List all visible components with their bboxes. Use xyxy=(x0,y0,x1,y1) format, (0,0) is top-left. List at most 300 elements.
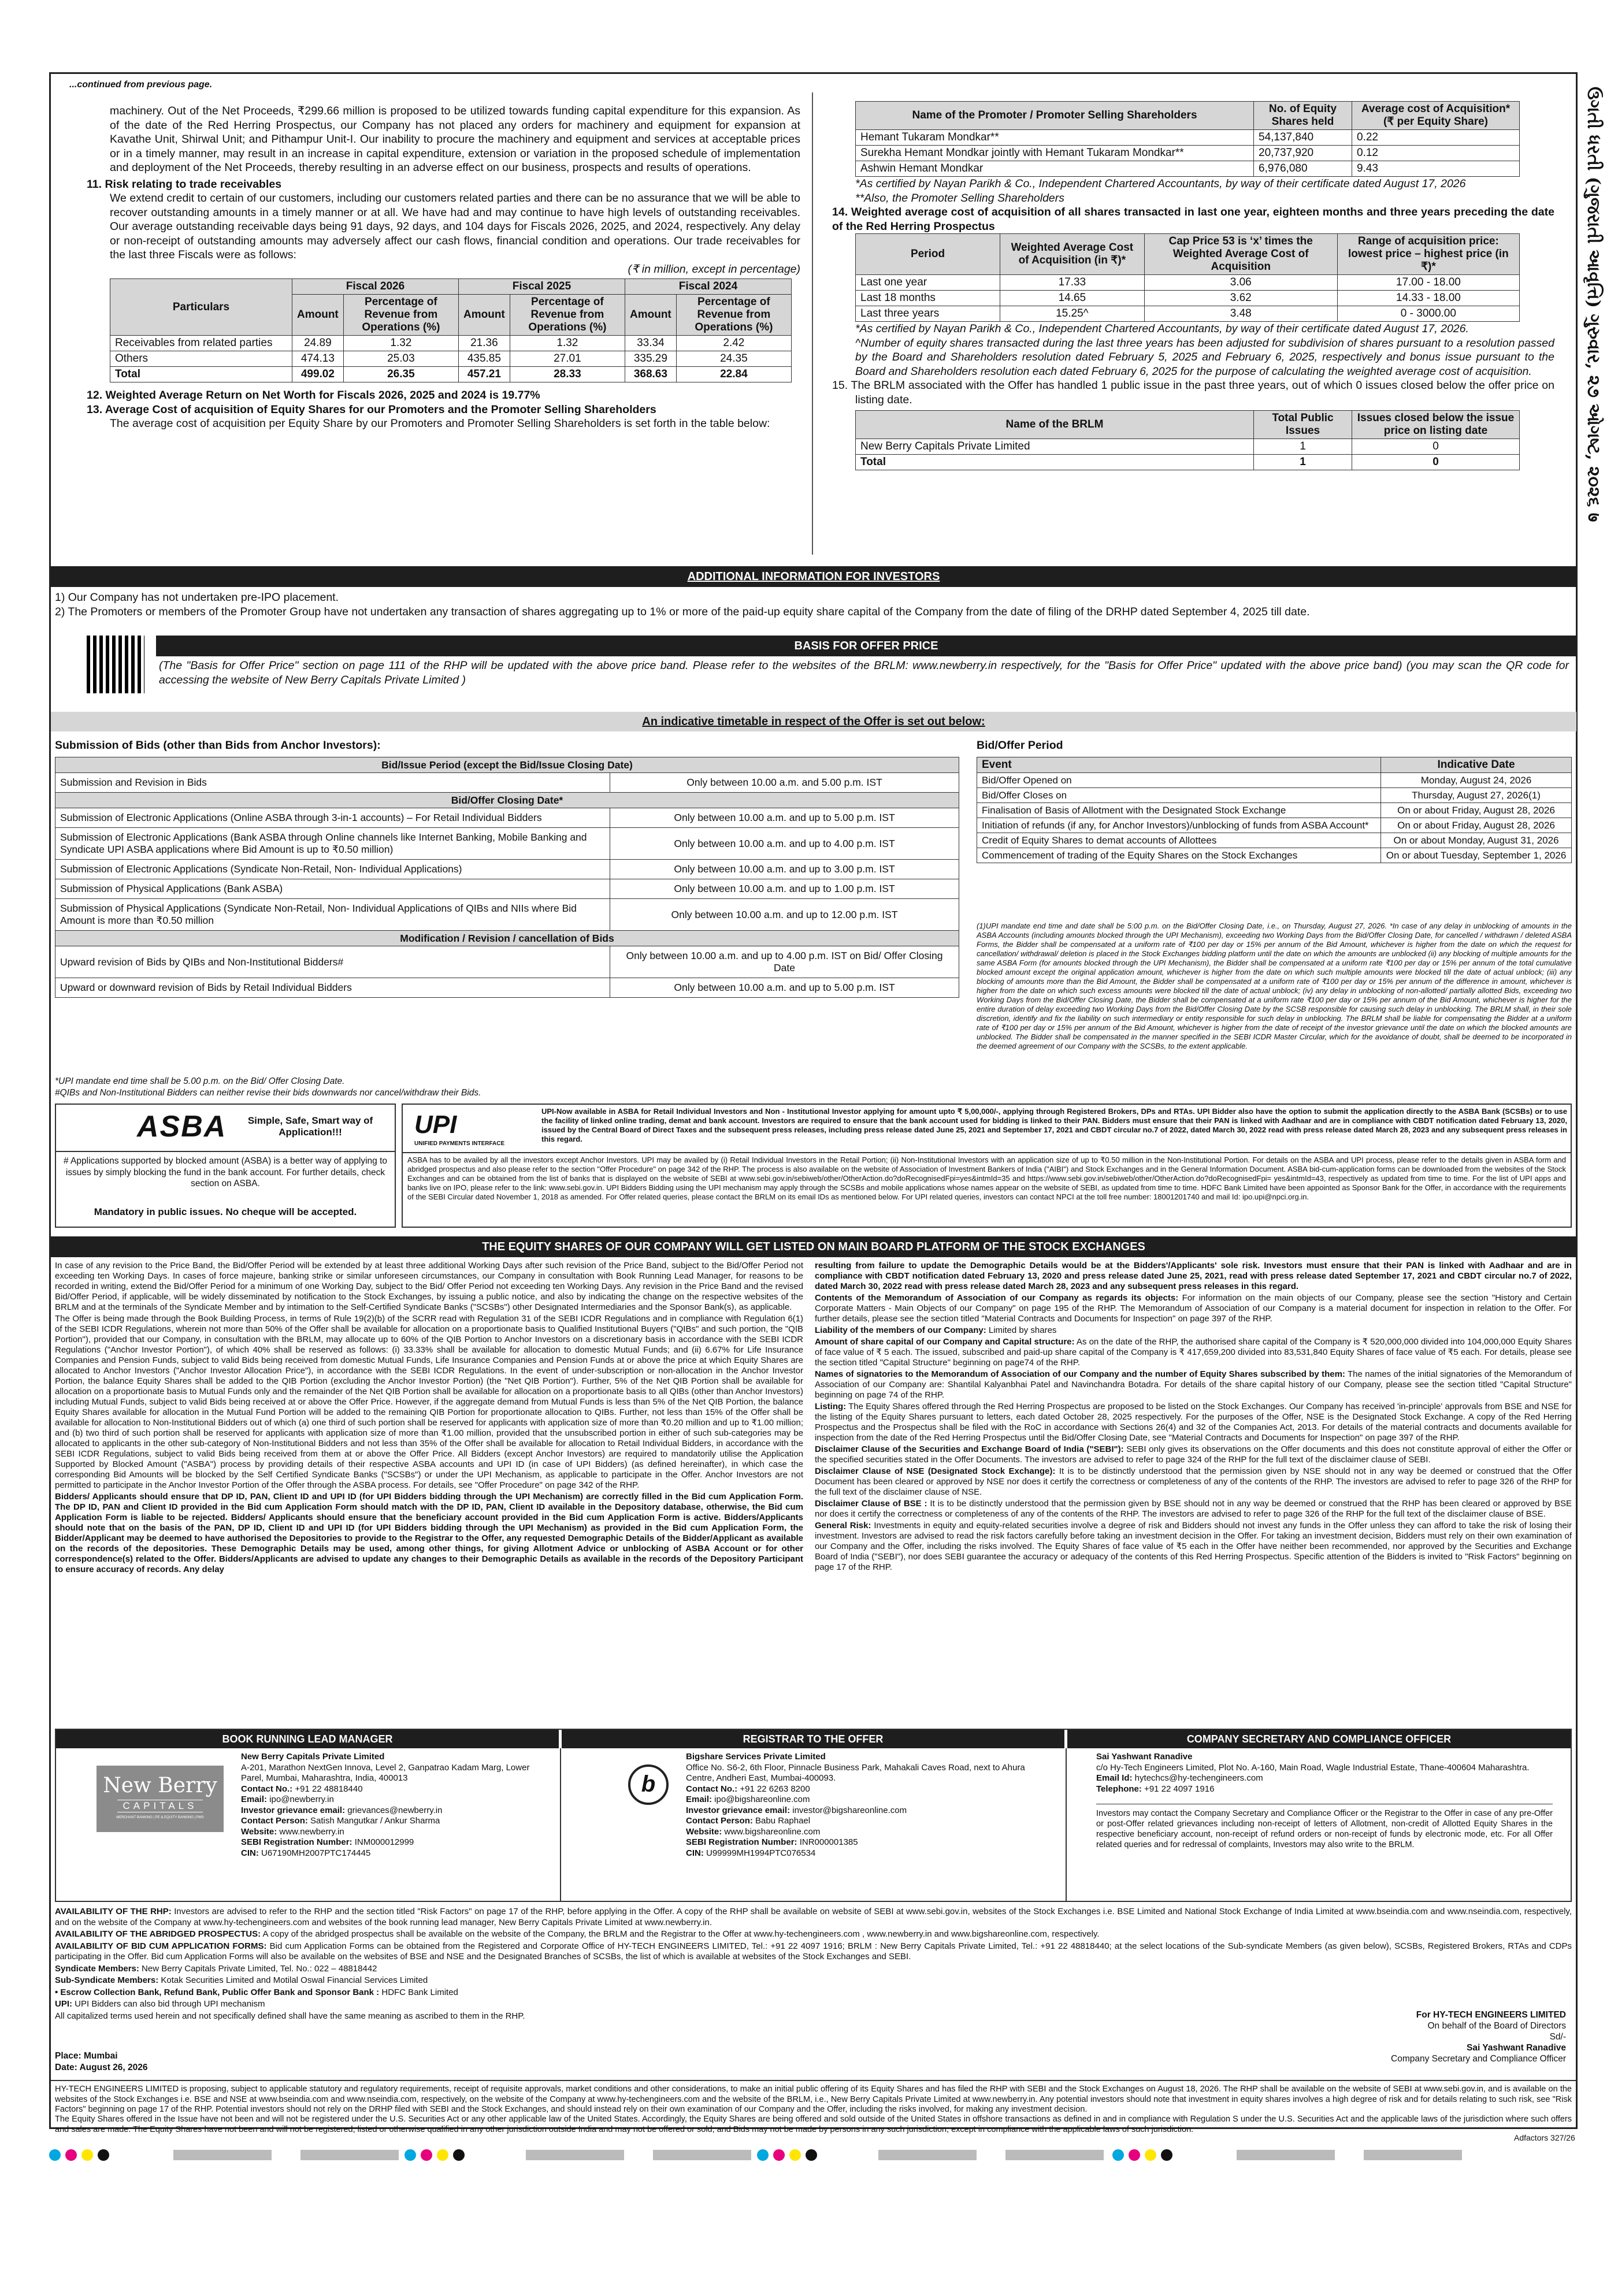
table-cell: 499.02 xyxy=(292,367,344,382)
table-row xyxy=(977,788,1572,803)
brlm-table xyxy=(855,410,1520,470)
side-masthead xyxy=(1582,87,1611,1184)
table-cell: On or about Friday, August 28, 2026 xyxy=(1381,803,1572,818)
table-cell: Last three years xyxy=(856,306,1000,322)
registration-dot xyxy=(1145,2149,1156,2161)
registration-dot xyxy=(757,2149,769,2161)
contact-line: CIN: U67190MH2007PTC174445 xyxy=(241,1848,371,1858)
th-percentage: Percentage of Revenue from Operations (%) xyxy=(343,295,458,336)
contact-label: Contact Person: xyxy=(241,1816,308,1826)
period-title: Bid/Offer Period xyxy=(977,739,1063,752)
paragraph-lead: Liability of the members of our Company: xyxy=(815,1325,986,1335)
contact-label: Email: xyxy=(686,1795,712,1804)
item-15: 15. The BRLM associated with the Offer has handled 1 public issue in the past three years, out of which 0 issues closed below the offer price on listing date. xyxy=(832,379,1554,406)
paragraph-lead: AVAILABILITY OF THE ABRIDGED PROSPECTUS: xyxy=(55,1929,261,1939)
contact-label: Website: xyxy=(686,1826,722,1837)
table-cell: 21.36 xyxy=(459,336,510,351)
table-cell: 15.25^ xyxy=(1000,306,1145,322)
registration-bar xyxy=(526,2150,624,2160)
body-paragraph: Amount of share capital of our Company and Capital structure: As on the date of the RHP, the authorised share capital of the Company is ₹ 520,000,000 divided into 104,000,000 Equity Shares of face value of ₹ 5 each. The issued, subscribed and paid-up share capital of the Company is ₹ 417,659,200 divided into 83,531,840 Equity Shares of face value of ₹5 each. For details, please see the section titled "Capital Structure" beginning on page74 of the RHP. xyxy=(815,1337,1572,1368)
registrar-box-header: REGISTRAR TO THE OFFER xyxy=(562,1730,1064,1748)
table-cell: Bid/Issue Period (except the Bid/Issue Closing Date) xyxy=(55,757,959,773)
table-cell: Only between 10.00 a.m. and up to 5.00 p.m. IST xyxy=(610,978,959,998)
table-row xyxy=(856,275,1520,291)
contact-label: SEBI Registration Number: xyxy=(241,1837,352,1847)
basis-header: BASIS FOR OFFER PRICE xyxy=(156,636,1576,656)
table-cell: Only between 10.00 a.m. and up to 3.00 p.m. IST xyxy=(610,860,959,879)
registration-dot xyxy=(806,2149,817,2161)
right-top-column xyxy=(832,101,1554,470)
body-paragraph: Liability of the members of our Company: Limited by shares xyxy=(815,1325,1057,1335)
table-row xyxy=(110,351,792,367)
contact-line: Contact No.: +91 22 48818440 xyxy=(241,1784,363,1794)
table-cell: 0.22 xyxy=(1352,130,1520,146)
table-cell: 0 xyxy=(1352,439,1520,455)
promoter-note-2: **Also, the Promoter Selling Shareholders xyxy=(855,191,1065,205)
footer-disclaimer-1: HY-TECH ENGINEERS LIMITED is proposing, subject to applicable statutory and regulatory requirements, receipt of requisite approvals, market conditions and other considerations, to make an initial public offering of its Equity Shares and has filed the RHP with SEBI and the Stock Exchanges on August 18, 2026. The RHP shall be available on the website of SEBI at www.sebi.gov.in, and is available on the websites of the Stock Exchanges i.e. BSE and NSE at www.bseindia.com and www.nseindia.com, respectively, on the website of the Company at www.hy-techengineers.com and the website of the BRLM, i.e., New Berry Capitals Private Limited at www.newberry.in. Any potential investors should note that investment in equity shares involves a high degree of risk and for details relating to such risk, see "Risk Factors" beginning on page 17 of the RHP. Potential investors should not rely on the DRHP filed with SEBI and the Stock Exchanges, and should instead rely on their own examination of our Company and the Offer, including the risks involved, for making any investment decision. xyxy=(55,2085,1572,2114)
table-cell: Others xyxy=(110,351,292,367)
table-cell: Finalisation of Basis of Allotment with the Designated Stock Exchange xyxy=(977,803,1381,818)
expansion-paragraph: machinery. Out of the Net Proceeds, ₹299.66 million is proposed to be utilized towards funding capital expenditure for this expansion. As of the date of the Red Herring Prospectus, our Company has not placed any orders for machinery and equipment for expansion at Kavathe Unit, Shirwal Unit; and Pithampur Unit-I. Our inability to procure the machinery and equipment and services at acceptable prices or in a timely manner, may result in an increase in capital expenditure, extension or variation in the proposed schedule of implementation and deployment of the Net Proceeds, thereby resulting in an adverse effect on our business, prospects and results of operations. xyxy=(110,105,800,174)
item-11-text: We extend credit to certain of our customers, including our customers related parties and there can be no assurance that we will be able to recover outstanding amounts in a timely manner or at all. We have had and may continue to have high levels of outstanding receivables. Our average outstanding receivable days being 91 days, 92 days, and 104 days for Fiscals 2026, 2025, and 2024, respectively. Any delay or non-receipt of outstanding amounts may adversely affect our cash flows, financial condition and operations. Our trade receivables for the last three Fiscals were as follows: xyxy=(110,192,800,261)
body-paragraph: All capitalized terms used herein and not specifically defined shall have the same meaning as ascribed to them in the RHP. xyxy=(55,2011,525,2021)
table-cell: 2.42 xyxy=(676,336,791,351)
registration-dot xyxy=(65,2149,77,2161)
upi-subtitle: UNIFIED PAYMENTS INTERFACE xyxy=(414,1140,505,1147)
table-row xyxy=(55,773,959,793)
table-cell: 6,976,080 xyxy=(1254,161,1352,177)
th-percentage: Percentage of Revenue from Operations (%) xyxy=(676,295,791,336)
table-row xyxy=(856,291,1520,306)
table-row xyxy=(856,130,1520,146)
table-cell: Submission of Physical Applications (Bank ASBA) xyxy=(55,879,610,899)
place: Place: Mumbai xyxy=(55,2051,118,2061)
table-cell: 457.21 xyxy=(459,367,510,382)
table-cell: 0 xyxy=(1352,455,1520,470)
table-cell: Only between 10.00 a.m. and up to 1.00 p.m. IST xyxy=(610,879,959,899)
paragraph-lead: Disclaimer Clause of NSE (Designated Stock Exchange): xyxy=(815,1466,1056,1476)
th-fiscal-2024: Fiscal 2024 xyxy=(625,279,792,295)
table-cell: 20,737,920 xyxy=(1254,146,1352,161)
table-cell: Receivables from related parties xyxy=(110,336,292,351)
asba-mandatory: Mandatory in public issues. No cheque will be accepted. xyxy=(94,1206,357,1217)
receivables-table xyxy=(110,278,792,382)
asba-tagline: Simple, Safe, Smart way of Application!!! xyxy=(247,1115,373,1138)
additional-info xyxy=(55,590,1569,619)
paragraph-lead: Sub-Syndicate Members: xyxy=(55,1975,159,1985)
table-cell: 22.84 xyxy=(676,367,791,382)
table-cell: Only between 10.00 a.m. and up to 4.00 p.m. IST xyxy=(610,828,959,860)
registration-dot xyxy=(98,2149,109,2161)
table-row xyxy=(856,146,1520,161)
upi-logo: UPI xyxy=(414,1110,457,1139)
registration-bar xyxy=(1237,2150,1335,2160)
contact-label: Telephone: xyxy=(1096,1784,1142,1794)
paragraph-lead: General Risk: xyxy=(815,1521,871,1530)
body-paragraph: Disclaimer Clause of BSE : It is to be distinctly understood that the permission given by BSE should not in any way be deemed or construed that the RHP has been cleared or approved by BSE nor does it certify the correctness or completeness of any of the contents of the RHP. The investors are advised to refer to page 326 of the RHP for the full text of the disclaimer clause of BSE. xyxy=(815,1499,1572,1519)
registration-bar xyxy=(878,2150,977,2160)
period-notes: (1)UPI mandate end time and date shall be 5:00 p.m. on the Bid/Offer Closing Date, i.e., on Thursday, August 27, 2026. *In case of any delay in unblocking of amounts in the ASBA Accounts (including amounts blocked through the UPI Mechanism), exceeding two Working Days from the Bid/Offer Closing Date, for cancelled / withdrawn / deleted ASBA Forms, the Bidder shall be compensated at a uniform rate of ₹100 per day or 15% per annum of the Bid Amount, whichever is higher from the date on which the request for cancellation/ withdrawal/ deletion is placed in the Stock Exchanges bidding platform until the date on which the amounts are unblocked (ii) any blocking of multiple amounts for the same ASBA Form (for amounts blocked through the UPI Mechanism), the Bidder shall be compensated at a uniform rate ₹100 per day or 15% per annum of the total cumulative blocked amount except the original application amount, whichever is higher from the date on which such multiple amounts were blocked till the date of actual unblock; (iii) any blocking of amounts more than the Bid Amount, the Bidder shall be compensated at a uniform rate of ₹100 per day or 15% per annum of the difference in amount, whichever is higher from the date on which such excess amounts were blocked till the date of actual unblock; (iv) any delay in unblocking of non-allotted/ partially allotted Bids, exceeding two Working Days from the Bid/Offer Closing Date, the Bidder shall be compensated at a uniform rate ₹100 per day or 15% per annum of the Bid Amount, whichever is higher for the entire duration of delay exceeding two Working Days from the Bid/Offer Closing Date by the SCSB responsible for causing such delay in unblocking. The BRLM shall, in their sole discretion, identify and fix the liability on such intermediary or entity responsible for such delay in unblocking. The BRLM shall be liable for compensating the Bidder at a uniform rate of ₹100 per day or 15% per annum of the Bid Amount, whichever is higher from the date of receipt of the investor grievance until the date on which the blocked amounts are unblocked. The Bidder shall be compensated in the manner specified in the SEBI ICDR Master Circular, which for the avoidance of doubt, shall be deemed to be incorporated in the deemed agreement of our Company with the SCSBs, to the extent applicable. xyxy=(977,922,1572,1050)
table-cell: 368.63 xyxy=(625,367,677,382)
wacq-table xyxy=(855,233,1520,322)
table-cell: On or about Tuesday, September 1, 2026 xyxy=(1381,848,1572,863)
contact-line: Investor grievance email: investor@bigshareonline.com xyxy=(686,1805,907,1815)
contact-line: Sai Yashwant Ranadive xyxy=(1096,1752,1193,1762)
section-row xyxy=(55,793,959,808)
table-cell: Bid/Offer Closing Date* xyxy=(55,793,959,808)
body-paragraph: Bidders/ Applicants should ensure that DP ID, PAN, Client ID and UPI ID (for UPI Bidders bidding through the UPI Mechanism) are correctly filled in the Bid cum Application Form. The DP ID, PAN and Client ID provided in the Bid cum Application Form should match with the DP ID, PAN, Client ID available in the Depository database, otherwise, the Bid cum Application Form is liable to be rejected. Bidders/ Applicants should ensure that the beneficiary account provided in the Bid cum Application Form is active. Bidders/Applicants should note that on the basis of the PAN, DP ID, Client ID and UPI ID (for UPI Bidders bidding through the UPI Mechanism) as provided in the Bid cum Application Form, the Bidder/Applicant may be deemed to have authorised the Depositories to provide to the Registrar to the Offer, any requested Demographic Details of the Bidder/Applicant as available on the records of the depositories. These Demographic Details may be used, among other things, for giving Allotment Advice or unblocking of ASBA Account or for other correspondence(s) related to the Offer. Bidders/Applicants are advised to update any changes to their Demographic Details as available in the records of the Depository Participant to ensure accuracy of records. Any delay xyxy=(55,1492,803,1574)
left-top-column xyxy=(87,104,800,431)
bigshare-logo-icon: b xyxy=(628,1764,669,1805)
table-cell: 28.33 xyxy=(510,367,625,382)
table-cell: On or about Friday, August 28, 2026 xyxy=(1381,818,1572,833)
contact-label: Email Id: xyxy=(1096,1773,1133,1783)
paragraph-lead: • Escrow Collection Bank, Refund Bank, Public Offer Bank and Sponsor Bank : xyxy=(55,1987,380,1997)
table-cell: Hemant Tukaram Mondkar** xyxy=(856,130,1254,146)
contact-label: Contact No.: xyxy=(686,1784,738,1794)
th-amount: Amount xyxy=(292,295,344,336)
table-cell: Bid/Offer Closes on xyxy=(977,788,1381,803)
side-masthead-text: ઉગતી ધરતી (ગુજરાતી આવૃત્તિ) ગુરુવાર, ૨૭ ઓગષ્ટ, ૨૦૨૬ ७ xyxy=(1583,87,1604,522)
additional-info-header: ADDITIONAL INFORMATION FOR INVESTORS xyxy=(51,566,1576,587)
th-closed-below: Issues closed below the issue price on listing date xyxy=(1352,411,1520,439)
registration-dot xyxy=(1112,2149,1124,2161)
registration-dot xyxy=(1161,2149,1172,2161)
table-cell: 435.85 xyxy=(459,351,510,367)
table-cell: 1.32 xyxy=(510,336,625,351)
submission-title: Submission of Bids (other than Bids from Anchor Investors): xyxy=(55,739,381,752)
body-paragraph: AVAILABILITY OF THE ABRIDGED PROSPECTUS: A copy of the abridged prospectus shall be available on the website of the Company, the BRLM and the Registrar to the Offer at www.hy-techengineers.com , www.newberry.in and www.bigshareonline.com, respectively. xyxy=(55,1929,1100,1939)
contact-line: Email: ipo@bigshareonline.com xyxy=(686,1795,810,1804)
table-cell: 3.06 xyxy=(1144,275,1337,291)
table-cell: Commencement of trading of the Equity Shares on the Stock Exchanges xyxy=(977,848,1381,863)
table-row xyxy=(55,899,959,931)
body-paragraph: • Escrow Collection Bank, Refund Bank, Public Offer Bank and Sponsor Bank : HDFC Bank Limited xyxy=(55,1987,458,1997)
table-row xyxy=(110,367,792,382)
table-row xyxy=(856,161,1520,177)
signoff-line: For HY-TECH ENGINEERS LIMITED xyxy=(1416,2010,1566,2020)
asba-logo: ASBA xyxy=(137,1110,227,1143)
table-cell: Last one year xyxy=(856,275,1000,291)
table-cell: 9.43 xyxy=(1352,161,1520,177)
table-cell: 26.35 xyxy=(343,367,458,382)
column-divider xyxy=(812,92,813,555)
contact-label: Contact No.: xyxy=(241,1784,293,1794)
box-divider xyxy=(560,1748,561,1902)
table-cell: New Berry Capitals Private Limited xyxy=(856,439,1254,455)
additional-item-2: 2) The Promoters or members of the Promoter Group have not undertaken any transaction of shares aggregating up to 1% or more of the paid-up equity share capital of the Company from the date of filing of the DRHP dated September 4, 2025 till date. xyxy=(55,605,1310,618)
registration-bar xyxy=(653,2150,751,2160)
table-cell: 33.34 xyxy=(625,336,677,351)
upi-box xyxy=(402,1104,1572,1228)
th-wacq: Weighted Average Cost of Acquisition (in ₹)* xyxy=(1000,234,1145,275)
contact-line: Email: ipo@newberry.in xyxy=(241,1795,334,1804)
paragraph-lead: Names of signatories to the Memorandum of Association of our Company and the number of Equity Shares subscribed by them: xyxy=(815,1369,1345,1379)
th-period: Period xyxy=(856,234,1000,275)
registration-dot xyxy=(773,2149,785,2161)
logo-text-sub: CAPITALS xyxy=(117,1800,203,1812)
table-row xyxy=(977,773,1572,788)
table-cell: Surekha Hemant Mondkar jointly with Hemant Tukaram Mondkar** xyxy=(856,146,1254,161)
footer-disclaimer-2: The Equity Shares offered in the Issue have not been and will not be registered under the U.S. Securities Act or any other applicable law of the United States. Accordingly, the Equity Shares are being offered and sold outside of the United States in offshore transactions as defined in and in compliance with Regulation S under the U.S. Securities Act and the applicable laws of the jurisdiction where such offers and sales are made. The Equity Shares have not been and will not be registered, listed or otherwise qualified in any other jurisdiction outside India and may not be offered or sold, and Bids may not be made by persons in any such jurisdiction, except in compliance with the applicable laws of such jurisdiction. xyxy=(55,2115,1572,2134)
asba-box xyxy=(55,1104,396,1228)
paragraph-lead: AVAILABILITY OF BID CUM APPLICATION FORMS: xyxy=(55,1941,267,1951)
contact-line: SEBI Registration Number: INR000001385 xyxy=(686,1837,858,1847)
contact-line: A-201, Marathon NextGen Innova, Level 2, Ganpatrao Kadam Marg, Lower Parel, Mumbai, Maharashtra, India, 400013 xyxy=(241,1762,530,1783)
table-cell: 24.89 xyxy=(292,336,344,351)
table-cell: Upward revision of Bids by QIBs and Non-Institutional Bidders# xyxy=(55,946,610,978)
table-row xyxy=(55,879,959,899)
paragraph-lead: AVAILABILITY OF THE RHP: xyxy=(55,1907,172,1916)
th-amount: Amount xyxy=(625,295,677,336)
table-cell: 1 xyxy=(1254,439,1352,455)
table-cell: 14.65 xyxy=(1000,291,1145,306)
body-paragraph: General Risk: Investments in equity and equity-related securities involve a degree of risk and Bidders should not invest any funds in the Offer unless they can afford to take the risk of losing their investment. Investors are advised to read the risk factors carefully before taking an investment decision in the Offer. For taking an investment decision, Bidders must rely on their own examination of our Company and the Offer, including the risks involved. The Equity Shares of face value of ₹5 each in the Offer have neither been recommended, nor approved by the Securities and Exchange Board of India ("SEBI"), nor does SEBI guarantee the accuracy or adequacy of the contents of this Red Herring Prospectus. Specific attention of the Bidders is invited to "Risk Factors" beginning on page 17 of the RHP. xyxy=(815,1521,1572,1572)
signoff-line: Company Secretary and Compliance Officer xyxy=(1391,2054,1566,2064)
receivables-unit: (₹ in million, except in percentage) xyxy=(628,262,800,276)
availability-section xyxy=(55,1907,1572,2023)
contact-label: SEBI Registration Number: xyxy=(686,1837,797,1847)
table-cell: 14.33 - 18.00 xyxy=(1337,291,1519,306)
table-row xyxy=(856,306,1520,322)
bid-note-2: #QIBs and Non-Institutional Bidders can neither revise their bids downwards nor cancel/withdraw their Bids. xyxy=(55,1088,481,1098)
paragraph-lead: Listing: xyxy=(815,1402,847,1411)
asba-description: # Applications supported by blocked amount (ASBA) is a better way of applying to issues by simply blocking the fund in the bank account. For further details, check section on ASBA. xyxy=(63,1156,388,1188)
signoff xyxy=(1214,2009,1566,2064)
table-cell: On or about Monday, August 31, 2026 xyxy=(1381,833,1572,848)
body-paragraph: Sub-Syndicate Members: Kotak Securities Limited and Motilal Oswal Financial Services Limited xyxy=(55,1975,428,1985)
body-paragraph: UPI: UPI Bidders can also bid through UPI mechanism xyxy=(55,1999,265,2009)
paragraph-lead: Contents of the Memorandum of Association of our Company as regards its objects: xyxy=(815,1293,1179,1303)
registration-bar xyxy=(1364,2150,1462,2160)
registration-dot xyxy=(81,2149,93,2161)
table-cell: Bid/Offer Opened on xyxy=(977,773,1381,788)
paragraph-lead: Disclaimer Clause of the Securities and Exchange Board of India ("SEBI"): xyxy=(815,1444,1124,1454)
logo-text-tag: MERCHANT BANKING | PE & EQUITY BANKING | PMS xyxy=(116,1816,204,1819)
section-row xyxy=(55,757,959,773)
paragraph-lead: Disclaimer Clause of BSE : xyxy=(815,1499,927,1509)
table-row xyxy=(977,818,1572,833)
table-cell: Only between 10.00 a.m. and up to 5.00 p.m. IST xyxy=(610,808,959,828)
footer-divider xyxy=(51,2080,1576,2081)
th-fiscal-2026: Fiscal 2026 xyxy=(292,279,459,295)
promoter-table xyxy=(855,101,1520,177)
table-cell: Initiation of refunds (if any, for Anchor Investors)/unblocking of funds from ASBA Account* xyxy=(977,818,1381,833)
item-14: 14. Weighted average cost of acquisition of all shares transacted in last one year, eighteen months and three years preceding the date of the Red Herring Prospectus xyxy=(832,206,1554,233)
contact-label: CIN: xyxy=(686,1848,704,1858)
body-paragraph: Syndicate Members: New Berry Capitals Private Limited, Tel. No.: 022 – 48818442 xyxy=(55,1963,377,1974)
cs-contact xyxy=(1096,1752,1558,1795)
body-paragraph: Listing: The Equity Shares offered through the Red Herring Prospectus are proposed to be listed on the Stock Exchanges. Our Company has received 'in-principle' approvals from BSE and NSE for the listing of the Equity Shares pursuant to letters, each dated October 28, 2025 respectively. For the purposes of the Offer, NSE is the Designated Stock Exchange. A copy of the Red Herring Prospectus and the Prospectus shall be filed with the RoC in accordance with Sections 26(4) and 32 of the Companies Act, 2013. For details of the material contracts and documents available for inspection from the date of the Red Herring Prospectus until the Bid/Offer Closing Date, see "Material Contracts and Documents for Inspection" on page 397 of the RHP. xyxy=(815,1402,1572,1443)
table-cell: 335.29 xyxy=(625,351,677,367)
table-cell: Submission of Electronic Applications (Online ASBA through 3-in-1 accounts) – For Retail Individual Bidders xyxy=(55,808,610,828)
contact-line: Website: www.bigshareonline.com xyxy=(686,1826,821,1837)
upi-divider xyxy=(403,1152,1571,1153)
listing-header: THE EQUITY SHARES OF OUR COMPANY WILL GET LISTED ON MAIN BOARD PLATFORM OF THE STOCK EXCHANGES xyxy=(51,1236,1576,1257)
contact-line: Bigshare Services Private Limited xyxy=(686,1752,826,1762)
contact-label: Investor grievance email: xyxy=(241,1805,346,1815)
table-cell: Submission of Physical Applications (Syndicate Non-Retail, Non- Individual Applications of QIBs and NIIs where Bid Amount is more than ₹0.50 million xyxy=(55,899,610,931)
adfactors-code: Adfactors 327/26 xyxy=(1514,2133,1575,2142)
paragraph-lead: Amount of share capital of our Company and Capital structure: xyxy=(815,1337,1075,1347)
table-cell: Last 18 months xyxy=(856,291,1000,306)
table-cell: 24.35 xyxy=(676,351,791,367)
table-row xyxy=(55,978,959,998)
paragraph-lead: Syndicate Members: xyxy=(55,1963,139,1974)
body-left-column xyxy=(55,1261,803,1576)
contact-label: CIN: xyxy=(241,1848,259,1858)
bid-table xyxy=(55,757,959,998)
body-paragraph: The Offer is being made through the Book Building Process, in terms of Rule 19(2)(b) of the SCRR read with Regulation 31 of the SEBI ICDR Regulations and in compliance with Regulation 6(1) of the SEBI ICDR Regulations, wherein not more than 50% of the Offer shall be available for allocation on a proportionate basis to Qualified Institutional Buyers ("QIBs" and such portion, the "QIB Portion"), provided that our Company, in consultation with the BRLM, may allocate up to 60% of the QIB Portion to Anchor Investors on a discretionary basis in accordance with the SEBI ICDR Regulations ("Anchor Investor Portion"), of which 40% shall be reserved as follows: (i) 33.33% shall be available for allocation to domestic Mutual Funds; and (ii) 6.67% for Life Insurance Companies and Pension Funds, subject to valid Bids being received from domestic Mutual Funds, Life Insurance Companies and Pension Funds at or above the price at which Equity Shares are allocated to Anchor Investors ("Anchor Investor Allocation Price"), in accordance with the SEBI ICDR Regulations. In the event of under-subscription or non-allocation in the Anchor Investor Portion, the balance Equity Shares shall be added to the QIB Portion (excluding the Anchor Investor Portion) (the "Net QIB Portion"). Further, 5% of the Net QIB Portion shall be available for allocation on a proportionate basis to Mutual Funds only and the remainder of the Net QIB Portion shall be available for allocation on a proportionate basis to all QIBs (other than Anchor Investors) including Mutual Funds, subject to valid Bids being received at or above the Offer Price. However, if the aggregate demand from Mutual Funds is less than 5% of the Net QIB Portion, the balance Equity Shares available for allocation in the Mutual Fund Portion will be added to the remaining QIB Portion for proportionate allocation to QIBs. Further, not less than 15% of the Offer shall be available for allocation to Non-Institutional Bidders out of which (a) one third of such portion shall be reserved for applicants with application size of more than ₹0.20 million and up to ₹1.00 million; and (b) two third of such portion shall be reserved for applicants with application size of more than ₹1.00 million, provided that the unsubscribed portion in either of such sub-categories may be allocated to applicants in the other sub-category of Non-Institutional Bidders and not less than 35% of the Offer shall be available for allocation to Retail Individual Bidders, in accordance with the SEBI ICDR Regulations, subject to valid Bids being received from them at or above the Offer Price. All Bidders (except Anchor Investors) are required to mandatorily utilise the Application Supported by Blocked Amount ("ASBA") process by providing details of their respective ASBA accounts and UPI ID (in case of UPI Bidders) (as defined hereinafter), in which case the corresponding Bid Amounts will be blocked by the Self Certified Syndicate Banks ("SCSBs") or under the UPI Mechanism, as applicable to participate in the Offer. Anchor Investors are not permitted to participate in the Anchor Investor Portion of the Offer through the ASBA process. For details, see "Offer Procedure" on page 342 of the RHP. xyxy=(55,1314,803,1490)
contact-line: Investor grievance email: grievances@newberry.in xyxy=(241,1805,443,1815)
cs-box-header: COMPANY SECRETARY AND COMPLIANCE OFFICER xyxy=(1067,1730,1571,1748)
registration-bar xyxy=(173,2150,272,2160)
table-cell: Thursday, August 27, 2026(1) xyxy=(1381,788,1572,803)
table-cell: 474.13 xyxy=(292,351,344,367)
table-row xyxy=(977,833,1572,848)
item-11-title: 11. Risk relating to trade receivables xyxy=(87,177,282,191)
th-indicative-date: Indicative Date xyxy=(1381,757,1572,773)
th-promoter-name: Name of the Promoter / Promoter Selling Shareholders xyxy=(856,102,1254,130)
asba-divider xyxy=(56,1151,395,1152)
bid-note-1: *UPI mandate end time shall be 5.00 p.m. on the Bid/ Offer Closing Date. xyxy=(55,1076,345,1086)
contact-label: Website: xyxy=(241,1826,277,1837)
signoff-line: On behalf of the Board of Directors xyxy=(1427,2021,1566,2031)
table-cell: Ashwin Hemant Mondkar xyxy=(856,161,1254,177)
signoff-line: Sai Yashwant Ranadive xyxy=(1466,2043,1566,2053)
table-row xyxy=(55,860,959,879)
th-cap-price: Cap Price 53 is ‘x’ times the Weighted Average Cost of Acquisition xyxy=(1144,234,1337,275)
contact-label: Contact Person: xyxy=(686,1816,753,1826)
table-cell: Only between 10.00 a.m. and 5.00 p.m. IST xyxy=(610,773,959,793)
registration-bar xyxy=(300,2150,399,2160)
registration-dot xyxy=(789,2149,801,2161)
contact-label: Email: xyxy=(241,1795,268,1804)
logo-text-main: New Berry xyxy=(103,1774,217,1797)
table-cell: 17.33 xyxy=(1000,275,1145,291)
item-12: 12. Weighted Average Return on Net Worth for Fiscals 2026, 2025 and 2024 is 19.77% xyxy=(87,389,540,402)
table-cell: Upward or downward revision of Bids by Retail Individual Bidders xyxy=(55,978,610,998)
contact-line: Telephone: +91 22 4097 1916 xyxy=(1096,1784,1215,1794)
body-paragraph: Names of signatories to the Memorandum of Association of our Company and the number of Equity Shares subscribed by them: The names of the initial signatories of the Memorandum of Association of our Company are: Shantilal Kalyanbhai Patel and Navinchandra Botadra. For details of the share capital history of our Company, please see the section titled "Capital Structure" beginning on page 74 of the RHP. xyxy=(815,1369,1572,1400)
section-row xyxy=(55,931,959,946)
th-total-issues: Total Public Issues xyxy=(1254,411,1352,439)
body-right-column xyxy=(815,1261,1572,1574)
body-paragraph: AVAILABILITY OF BID CUM APPLICATION FORMS: Bid cum Application Forms can be obtained from the Registered and Corporate Office of HY-TECH ENGINEERS LIMITED, Tel.: +91 22 4097 1916; BRLM : New Berry Capitals Private Limited, Tel.: +91 22 48818440; at the select locations of the Sub-syndicate Members (as given below), SCSBs, Registered Brokers, RTAs and CDPs participating in the Offer. Bid cum Application Forms will also be available on the websites of BSE and NSE and the Designated Branches of SCSBs, the list of which is available at websites of the Stock Exchanges and SEBI. xyxy=(55,1941,1572,1961)
wacq-note-1: *As certified by Nayan Parikh & Co., Independent Chartered Accountants, by way of their certificate dated August 17, 2026. xyxy=(855,322,1469,335)
additional-item-1: 1) Our Company has not undertaken pre-IPO placement. xyxy=(55,591,339,604)
timetable-title: An indicative timetable in respect of the Offer is set out below: xyxy=(51,712,1576,731)
registration-dot xyxy=(453,2149,465,2161)
item-13: 13. Average Cost of acquisition of Equity Shares for our Promoters and the Promoter Selling Shareholders xyxy=(87,403,656,416)
table-cell: 54,137,840 xyxy=(1254,130,1352,146)
contact-line: New Berry Capitals Private Limited xyxy=(241,1752,385,1762)
table-cell: Credit of Equity Shares to demat accounts of Allottees xyxy=(977,833,1381,848)
wacq-note-2: ^Number of equity shares transacted during the last three years has been adjusted for subdivision of shares pursuant to a resolution passed by the Board and Shareholders resolution dated February 5, 2025 and February 6, 2025, respectively and bonus issue pursuant to the Board and Shareholders resolution each dated February 6, 2025 for the purpose of calculating the weighted average cost of acquisition. xyxy=(855,336,1554,378)
contact-line: Email Id: hytechcs@hy-techengineers.com xyxy=(1096,1773,1263,1783)
th-event: Event xyxy=(977,757,1381,773)
body-paragraph: resulting from failure to update the Demographic Details would be at the Bidders'/Applicants' sole risk. Investors must ensure that their PAN is linked with Aadhaar and are in compliance with CBDT notification dated February 13, 2020 and press release dated June 25, 2021, read with press release dated September 17, 2021 and CBDT circular no.7 of 2022, dated March 30, 2022 read with press release dated March 28, 2023 and any subsequent press releases in this regard. xyxy=(815,1261,1572,1291)
table-cell: Only between 10.00 a.m. and up to 12.00 p.m. IST xyxy=(610,899,959,931)
table-cell: Submission of Electronic Applications (Syndicate Non-Retail, Non- Individual Applications) xyxy=(55,860,610,879)
basis-text: (The "Basis for Offer Price" section on page 111 of the RHP will be updated with the above price band. Please refer to the websites of the BRLM: www.newberry.in respectively, for the "Basis for Offer Price" updated with the above price band) (you may scan the QR code for accessing the website of New Berry Capitals Private Limited ) xyxy=(159,659,1569,686)
th-range: Range of acquisition price: lowest price – highest price (in ₹)* xyxy=(1337,234,1519,275)
th-amount: Amount xyxy=(459,295,510,336)
contact-line: CIN: U99999MH1994PTC076534 xyxy=(686,1848,816,1858)
table-cell: 1 xyxy=(1254,455,1352,470)
registration-dot xyxy=(49,2149,61,2161)
table-cell: Total xyxy=(856,455,1254,470)
brlm-contact xyxy=(241,1752,553,1859)
registration-dot xyxy=(1129,2149,1140,2161)
body-paragraph: In case of any revision to the Price Band, the Bid/Offer Period will be extended by at least three additional Working Days after such revision of the Price Band, subject to the Bid/Offer Period not exceeding ten Working Days. In cases of force majeure, banking strike or similar unforeseen circumstances, our Company in consultation with Book Running Lead Manager, for reasons to be recorded in writing, extend the Bid/Offer Period for a minimum of one Working Day, subject to the Bid/ Offer Period not exceeding ten Working Days. Any revision in the Price Band and the revised Bid/Offer Period, if applicable, will be widely disseminated by notification to the Stock Exchanges, by issuing a public notice, and also by indicating the change on the respective websites of the BRLM and at the terminals of the Syndicate Member and by intimation to the Self-Certified Syndicate Banks ("SCSBs") other Designated Intermediaries and the Sponsor Bank(s), as applicable. xyxy=(55,1261,803,1312)
table-cell: Modification / Revision / cancellation of Bids xyxy=(55,931,959,946)
upi-text-1: UPI-Now available in ASBA for Retail Individual Investors and Non - Institutional Investor applying for amount upto ₹ 5,00,000/-, applying through Registered Brokers, DPs and RTAs. UPI Bidder also have the option to submit the application directly to the ASBA Bank (SCSBs) or to use the facility of linked online trading, demat and bank account. Investors are required to ensure that the bank account used for bidding is linked to their PAN. Bidders must ensure that their PAN is linked with Aadhaar and are in compliance with CBDT notification dated February 13, 2020, issued by the Central Board of Direct Taxes and the subsequent press releases, including press release dated June 25, 2021 and September 17, 2021 and CBDT circular no.7 of 2022, dated March 30, 2022 read with press release dated March 28, 2023 and any subsequent press releases in this regard. xyxy=(541,1107,1567,1143)
registration-dot xyxy=(421,2149,432,2161)
registrar-contact xyxy=(686,1752,1056,1859)
table-cell: 17.00 - 18.00 xyxy=(1337,275,1519,291)
th-percentage: Percentage of Revenue from Operations (%) xyxy=(510,295,625,336)
contact-line: Contact Person: Babu Raphael xyxy=(686,1816,811,1826)
upi-text-2: ASBA has to be availed by all the investors except Anchor Investors. UPI may be availed by (i) Retail Individual Investors in the Retail Portion; (ii) Non-Institutional Investors with an application size of up to ₹0.50 million in the Non-Institutional Portion. For details on the ASBA and UPI process, please refer to the details given in ASBA form and abridged prospectus and also please refer to the section "Offer Procedure" on page 342 of the RHP. The process is also available on the website of Association of Investment Bankers of India ("AIBI") and Stock Exchanges and in the General Information Document. ASBA bid-cum-application forms can be downloaded from the websites of the Stock Exchanges and can be obtained from the list of banks that is displayed on the website of SEBI at www.sebi.gov.in/sebiweb/other/OtherAction.do?doRecognisedFpi=yes&intmId=35 and https://www.sebi.gov.in/sebiweb/other/OtherAction.do?doRecognisedFpi= yes&intmId=43, respectively as updated from time to time. For the list of UPI apps and banks live on IPO, please refer to the link: www.sebi.gov.in. UPI Bidders Bidding using the UPI mechanism may apply through the SCSBs and mobile applications whose names appear on the website of SEBI, as updated from time to time. HDFC Bank Limited have been appointed as Sponsor Bank for the Offer, in accordance with the requirements of the SEBI Circular dated November 1, 2018 as amended. For Offer related queries, please contact the BRLM on its email IDs as mentioned below. For UPI related queries, investors can contact NPCI at the toll free number: 18001201740 and mail Id: ipo.upi@npci.org.in. xyxy=(407,1156,1566,1201)
box-divider xyxy=(1066,1748,1067,1902)
table-cell: Monday, August 24, 2026 xyxy=(1381,773,1572,788)
brlm-box-header: BOOK RUNNING LEAD MANAGER xyxy=(56,1730,559,1748)
qr-code[interactable] xyxy=(87,636,144,693)
cs-note: Investors may contact the Company Secretary and Compliance Officer or the Registrar to the Offer in case of any pre-Offer or post-Offer related grievances including non-receipt of letters of Allotment, non-credit of Allotted Equity Shares in the respective beneficiary account, non-receipt of refund orders or non-receipt of funds by electronic mode, etc. For all Offer related queries and for redressal of complaints, Investors may also write to the BRLM. xyxy=(1096,1809,1553,1849)
table-cell: 0 - 3000.00 xyxy=(1337,306,1519,322)
item-13-text: The average cost of acquisition per Equity Share by our Promoters and Promoter Selling Shareholders is set forth in the table below: xyxy=(110,417,770,430)
th-fiscal-2025: Fiscal 2025 xyxy=(459,279,625,295)
table-cell: Only between 10.00 a.m. and up to 4.00 p.m. IST on Bid/ Offer Closing Date xyxy=(610,946,959,978)
body-paragraph: Disclaimer Clause of NSE (Designated Stock Exchange): It is to be distinctly understood that the permission given by NSE should not in any way be deemed or construed that the Offer Document has been cleared or approved by NSE nor does it certify the correctness or completeness of any of the contents of the RHP. The investors are advised to refer to page 326 of the RHP for the full text of the disclaimer clause of NSE. xyxy=(815,1466,1572,1497)
th-avg-cost: Average cost of Acquisition* (₹ per Equity Share) xyxy=(1352,102,1520,130)
new-berry-logo xyxy=(97,1766,224,1832)
contact-line: SEBI Registration Number: INM000012999 xyxy=(241,1837,414,1847)
table-cell: Submission of Electronic Applications (Bank ASBA through Online channels like Internet Banking, Mobile Banking and Syndicate UPI ASBA applications where Bid Amount is up to ₹0.50 million) xyxy=(55,828,610,860)
table-row xyxy=(55,946,959,978)
continued-label: ...continued from previous page. xyxy=(69,80,213,90)
period-table xyxy=(977,757,1572,863)
contact-line: Contact Person: Satish Mangutkar / Ankur Sharma xyxy=(241,1816,440,1826)
table-cell: 0.12 xyxy=(1352,146,1520,161)
registration-bar xyxy=(1005,2150,1104,2160)
table-row xyxy=(110,336,792,351)
table-row xyxy=(55,808,959,828)
th-particulars: Particulars xyxy=(110,279,292,336)
registration-dot xyxy=(437,2149,448,2161)
promoter-note-1: *As certified by Nayan Parikh & Co., Independent Chartered Accountants, by way of their certificate dated August 17, 2026 xyxy=(855,177,1466,190)
contact-line: Office No. S6-2, 6th Floor, Pinnacle Business Park, Mahakali Caves Road, next to Ahura Centre, Andheri East, Mumbai-400093. xyxy=(686,1762,1025,1783)
paragraph-lead: UPI: xyxy=(55,1999,72,2009)
table-cell: 1.32 xyxy=(343,336,458,351)
body-paragraph: Contents of the Memorandum of Association of our Company as regards its objects: For information on the main objects of our Company, please see the section "History and Certain Corporate Matters - Main Objects of our Company" on page 195 of the RHP. The Memorandum of Association of our Company is a material document for inspection in relation to the Offer. For further details, please see the section titled "Material Contracts and Documents for Inspection" on page 397 of the RHP. xyxy=(815,1293,1572,1324)
contact-line: Website: www.newberry.in xyxy=(241,1826,344,1837)
body-paragraph: AVAILABILITY OF THE RHP: Investors are advised to refer to the RHP and the section titled "Risk Factors" on page 17 of the RHP, before applying in the Offer. A copy of the RHP shall be available on website of SEBI at www.sebi.gov.in, websites of the Stock Exchanges i.e. BSE Limited and National Stock Exchange of India Limited at www.bseindia.com and www.nseindia.com, respectively, and on the website of the Company at www.hy-techengineers.com and websites of the book running lead manager, New Berry Capitals Private Limited at www.newberry.in. xyxy=(55,1907,1572,1927)
table-row xyxy=(856,439,1520,455)
table-cell: 3.62 xyxy=(1144,291,1337,306)
table-cell: 27.01 xyxy=(510,351,625,367)
table-row xyxy=(977,848,1572,863)
table-cell: 25.03 xyxy=(343,351,458,367)
signoff-line: Sd/- xyxy=(1549,2032,1566,2042)
th-brlm-name: Name of the BRLM xyxy=(856,411,1254,439)
table-row xyxy=(856,455,1520,470)
table-row xyxy=(977,803,1572,818)
registration-dot xyxy=(404,2149,416,2161)
th-shares-held: No. of Equity Shares held xyxy=(1254,102,1352,130)
contact-label: Investor grievance email: xyxy=(686,1805,791,1815)
